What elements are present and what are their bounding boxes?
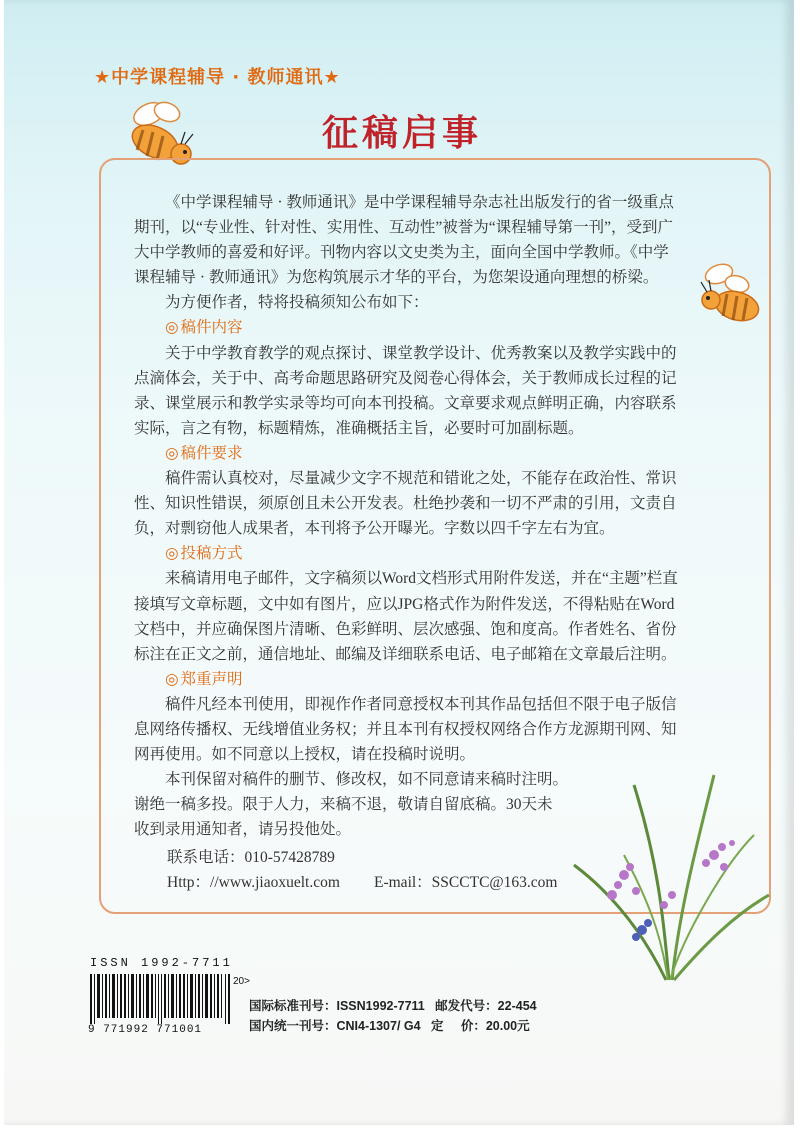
- section-paragraph: 关于中学教育教学的观点探讨、课堂教学设计、优秀教案以及教学实践中的点滴体会，关于中、高考命题思路研究及阅卷心得体会，关于教师成长过程的记录、课堂展示和教学实录等均可向本刊投稿。文章要求观点鲜明正确，内容联系实际，言之有物，标题精炼，准确概括主旨，必要时可加副标题。: [134, 344, 677, 437]
- section-heading: ◎ 稿件要求: [165, 444, 243, 462]
- contact-email[interactable]: E-mail：SSCCTC@163.com: [374, 874, 558, 891]
- section-heading: ◎ 稿件内容: [165, 319, 243, 337]
- publication-info-line: 国际标准刊号：ISSN1992-7711 邮发代号：22-454: [249, 999, 537, 1013]
- issn-label: ISSN 1992-7711: [90, 956, 233, 970]
- barcode-digits: 9 771992 771001: [88, 1024, 203, 1036]
- series-header: ★中学课程辅导 · 教师通讯★: [94, 67, 341, 88]
- section-heading: ◎ 投稿方式: [165, 545, 243, 563]
- intro-paragraph: 《中学课程辅导 · 教师通讯》是中学课程辅导杂志社出版发行的省一级重点期刊，以“专业性、针对性、实用性、互动性”被誉为“课程辅导第一刊”，受到广大中学教师的喜爱和好评。刊物内容以文史类为主，面向全国中学教师。《中学课程辅导 · 教师通讯》为您构筑展示才华的平台，为您架设通向理想的桥梁。: [134, 194, 674, 287]
- section-paragraph: 稿件凡经本刊使用，即视作作者同意授权本刊其作品包括但不限于电子版信息网络传播权、无线增值业务权；并且本刊有权授权网络合作方龙源期刊网、知网再使用。如不同意以上授权，请在投稿时说明。: [134, 695, 677, 764]
- back-cover-page: [4, 0, 794, 1125]
- section-heading: ◎ 郑重声明: [165, 670, 243, 688]
- publication-info-line: 国内统一刊号：CNI4-1307/ G4 定 价：20.00元: [249, 1019, 530, 1033]
- intro-paragraph: 为方便作者，特将投稿须知公布如下：: [165, 294, 429, 312]
- section-paragraph: 稿件需认真校对，尽量减少文字不规范和错讹之处，不能存在政治性、常识性、知识性错误，须原创且未公开发表。杜绝抄袭和一切不严肃的引用，文责自负，对剽窃他人成果者，本刊将予公开曝光。字数以四千字左右为宜。: [134, 470, 677, 538]
- closing-paragraph: 本刊保留对稿件的删节、修改权，如不同意请来稿时注明。: [165, 771, 569, 789]
- barcode-addon: 20>: [233, 976, 250, 987]
- closing-paragraph: 谢绝一稿多投。限于人力，来稿不退，敬请自留底稿。30天未收到录用通知者，请另投他处。: [134, 796, 553, 839]
- section-paragraph: 来稿请用电子邮件，文字稿须以Word文档形式用附件发送，并在“主题”栏直接填写文章标题，文中如有图片，应以JPG格式作为附件发送，不得粘贴在Word文档中，并应确保图片清晰、色彩鲜明、层次感强、饱和度高。作者姓名、省份标注在正文之前，通信地址、邮编及详细联系电话、电子邮箱在文章最后注明。: [134, 570, 678, 663]
- page-title: 征稿启事: [322, 112, 483, 154]
- contact-website[interactable]: Http：//www.jiaoxuelt.com: [167, 874, 340, 891]
- orchid-flower-illustration: [564, 745, 774, 985]
- contact-phone: 联系电话：010-57428789: [167, 849, 335, 866]
- barcode-image: [90, 974, 232, 1024]
